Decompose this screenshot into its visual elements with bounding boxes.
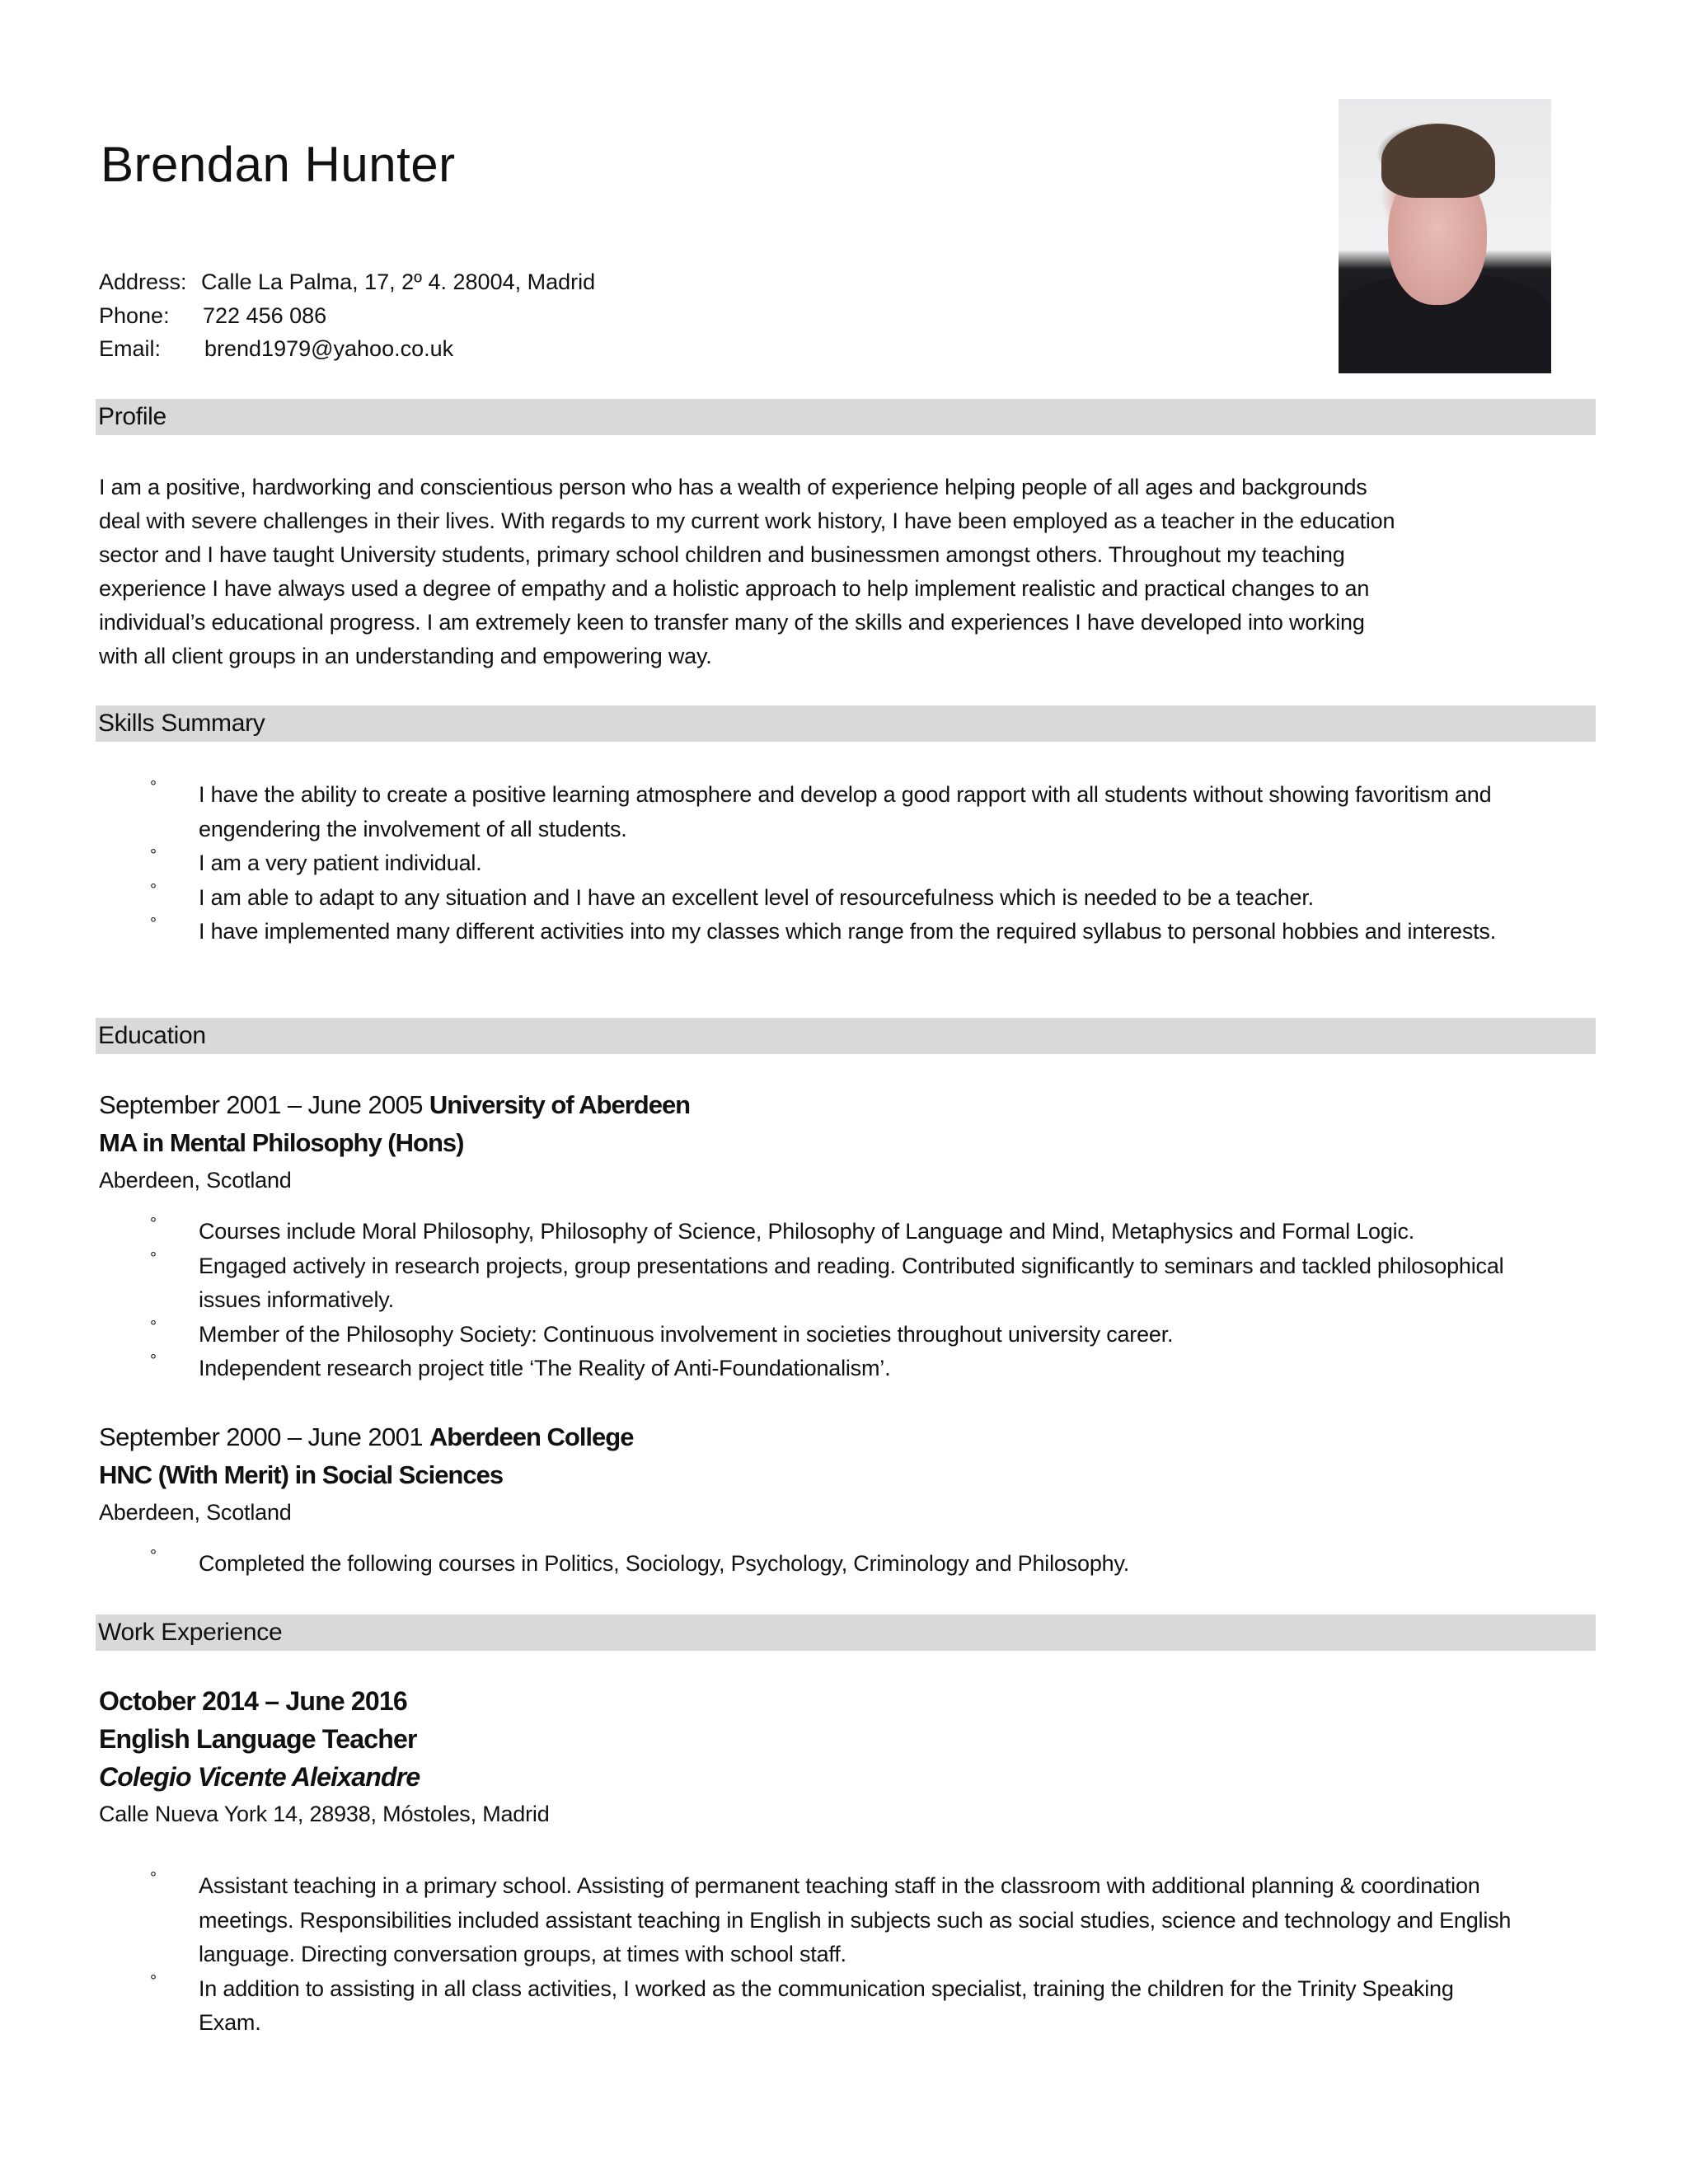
contact-address-row	[99, 265, 595, 299]
work-dates: October 2014 – June 2016	[99, 1686, 407, 1716]
email-value: brend1979@yahoo.co.uk	[204, 336, 454, 361]
contact-email-row	[99, 332, 595, 366]
bullet-ring-icon: °	[150, 1215, 157, 1233]
phone-label: Phone:	[99, 302, 170, 328]
phone-value: 722 456 086	[203, 302, 327, 328]
section-header-profile	[96, 399, 1596, 435]
education-bullets	[99, 1215, 1517, 1386]
work-bullets	[99, 1869, 1517, 2041]
education-location: Aberdeen, Scotland	[99, 1168, 292, 1193]
address-value: Calle La Palma, 17, 2º 4. 28004, Madrid	[201, 269, 596, 294]
education-degree: MA in Mental Philosophy (Hons)	[99, 1128, 464, 1157]
profile-photo	[1339, 99, 1551, 373]
education-bullets	[99, 1547, 1517, 1582]
education-entry	[99, 1086, 1582, 1198]
education-institution: University of Aberdeen	[429, 1090, 691, 1119]
profile-paragraph	[99, 471, 1591, 673]
bullet-ring-icon: °	[150, 1869, 157, 1887]
email-label: Email:	[99, 336, 162, 361]
work-bullet-item: ° In addition to assisting in all class activities, I worked as the communication specialist, training the children for the Trinity Speaking Exam.	[99, 1972, 1517, 2041]
education-dates: September 2001 – June 2005	[99, 1090, 423, 1119]
bullet-ring-icon: °	[150, 1971, 157, 1990]
work-bullet-item: ° Assistant teaching in a primary school. Assisting of permanent teaching staff in the classroom with additional planning & coordination meetings. Responsibilities included assistant teaching in English in subjects such as social studies, science and technology and English language. Directing conversation groups, at times with school staff.	[99, 1869, 1517, 1972]
education-degree: HNC (With Merit) in Social Sciences	[99, 1460, 504, 1489]
bullet-ring-icon: °	[150, 846, 157, 865]
education-entry	[99, 1418, 1582, 1530]
section-title-skills: Skills Summary	[98, 710, 265, 737]
education-dates: September 2000 – June 2001	[99, 1422, 423, 1451]
profile-line: deal with severe challenges in their lives. With regards to my current work history, I have been employed as a teacher in the education	[99, 509, 1395, 533]
skill-item: ° I have the ability to create a positive learning atmosphere and develop a good rapport with all students without showing favoritism and engendering the involvement of all students.	[99, 778, 1517, 846]
work-address: Calle Nueva York 14, 28938, Móstoles, Madrid	[99, 1802, 550, 1826]
profile-line: sector and I have taught University students, primary school children and businessmen amongst others. Throughout my teaching	[99, 542, 1345, 567]
work-entry	[99, 1682, 1582, 1832]
skill-item: ° I am a very patient individual.	[99, 846, 1517, 881]
education-location: Aberdeen, Scotland	[99, 1500, 292, 1525]
profile-line: I am a positive, hardworking and conscientious person who has a wealth of experience helping people of all ages and backgrounds	[99, 475, 1367, 499]
profile-line: individual’s educational progress. I am extremely keen to transfer many of the skills and experiences I have developed into working	[99, 610, 1365, 635]
education-bullet-item: ° Member of the Philosophy Society: Continuous involvement in societies throughout university career.	[99, 1318, 1517, 1352]
section-title-work: Work Experience	[98, 1619, 283, 1646]
skill-item: ° I have implemented many different activities into my classes which range from the required syllabus to personal hobbies and interests.	[99, 915, 1517, 949]
candidate-name: Brendan Hunter	[101, 137, 456, 192]
profile-line: experience I have always used a degree of empathy and a holistic approach to help implement realistic and practical changes to an	[99, 576, 1370, 601]
education-dates-line	[99, 1418, 1582, 1456]
bullet-ring-icon: °	[150, 1352, 157, 1370]
education-dates-line	[99, 1086, 1582, 1124]
profile-line: with all client groups in an understanding and empowering way.	[99, 644, 712, 668]
bullet-ring-icon: °	[150, 778, 157, 796]
education-bullet-item: ° Courses include Moral Philosophy, Philosophy of Science, Philosophy of Language and Mind, Metaphysics and Formal Logic.	[99, 1215, 1517, 1249]
skills-list	[99, 778, 1517, 949]
work-employer: Colegio Vicente Aleixandre	[99, 1762, 420, 1792]
section-header-skills	[96, 705, 1596, 742]
contact-phone-row	[99, 299, 595, 333]
section-title-profile: Profile	[98, 403, 166, 430]
photo-hair-shape	[1381, 124, 1495, 198]
education-institution: Aberdeen College	[429, 1422, 634, 1451]
bullet-ring-icon: °	[150, 880, 157, 899]
education-bullet-item: ° Independent research project title ‘The Reality of Anti-Foundationalism’.	[99, 1352, 1517, 1386]
work-role: English Language Teacher	[99, 1724, 417, 1754]
bullet-ring-icon: °	[150, 1317, 157, 1336]
bullet-ring-icon: °	[150, 1249, 157, 1268]
bullet-ring-icon: °	[150, 915, 157, 933]
education-bullet-item: ° Engaged actively in research projects, group presentations and reading. Contributed significantly to seminars and tackled philosophical issues informatively.	[99, 1249, 1517, 1318]
section-header-education	[96, 1018, 1596, 1054]
bullet-ring-icon: °	[150, 1547, 157, 1565]
address-label: Address:	[99, 269, 187, 294]
section-header-work	[96, 1615, 1596, 1651]
section-title-education: Education	[98, 1022, 206, 1049]
contact-details	[99, 265, 595, 366]
skill-item: ° I am able to adapt to any situation and I have an excellent level of resourcefulness which is needed to be a teacher.	[99, 881, 1517, 916]
education-bullet-item: ° Completed the following courses in Politics, Sociology, Psychology, Criminology and Philosophy.	[99, 1547, 1517, 1582]
